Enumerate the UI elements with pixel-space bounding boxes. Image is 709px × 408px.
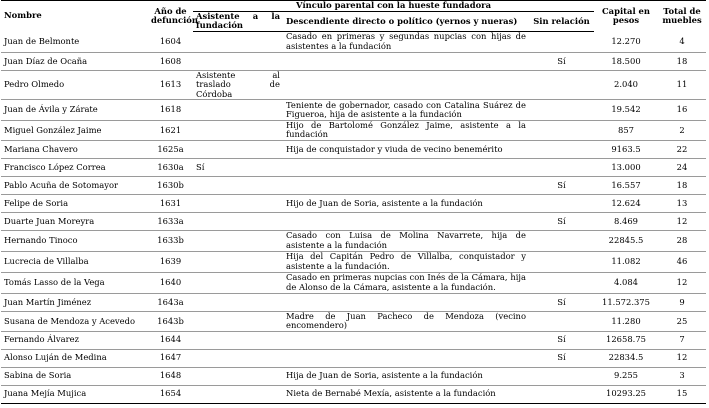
- cell-descendiente: Hija de conquistador y viuda de vecino benemérito: [283, 140, 529, 158]
- cell-year: 1633b: [148, 230, 193, 251]
- cell-muebles: 24: [658, 158, 706, 176]
- cell-year: 1621: [148, 121, 193, 141]
- cell-year: 1640: [148, 272, 193, 293]
- cell-name: Juan de Belmonte: [1, 31, 148, 52]
- cell-asistente: [193, 293, 283, 311]
- cell-muebles: 22: [658, 140, 706, 158]
- cell-capital: 857: [594, 121, 658, 141]
- cell-muebles: 12: [658, 272, 706, 293]
- cell-year: 1654: [148, 385, 193, 403]
- cell-muebles: 15: [658, 385, 706, 403]
- cell-year: 1631: [148, 194, 193, 212]
- cell-capital: 11.280: [594, 311, 658, 331]
- cell-year: 1633a: [148, 212, 193, 230]
- cell-descendiente: [283, 176, 529, 194]
- cell-asistente: [193, 52, 283, 70]
- cell-muebles: 18: [658, 52, 706, 70]
- cell-name: Juan Díaz de Ocaña: [1, 52, 148, 70]
- cell-muebles: 2: [658, 121, 706, 141]
- cell-year: 1625a: [148, 140, 193, 158]
- cell-sin-relacion: [529, 70, 594, 99]
- cell-year: 1613: [148, 70, 193, 99]
- table-row: [1, 293, 706, 311]
- cell-name: Pablo Acuña de Sotomayor: [1, 176, 148, 194]
- cell-sin-relacion: [529, 251, 594, 272]
- cell-sin-relacion: [529, 140, 594, 158]
- cell-muebles: 25: [658, 311, 706, 331]
- header-asistente: Asistente a la fundación: [193, 12, 283, 32]
- cell-sin-relacion: [529, 367, 594, 385]
- cell-capital: 13.000: [594, 158, 658, 176]
- cell-sin-relacion: [529, 31, 594, 52]
- cell-sin-relacion: [529, 158, 594, 176]
- table-row: [1, 52, 706, 70]
- cell-sin-relacion: [529, 272, 594, 293]
- cell-name: Juan Martín Jiménez: [1, 293, 148, 311]
- cell-capital: 16.557: [594, 176, 658, 194]
- cell-asistente: Asistente al traslado de Córdoba: [193, 70, 283, 99]
- cell-descendiente: [283, 70, 529, 99]
- cell-sin-relacion: Sí: [529, 212, 594, 230]
- cell-descendiente: Casado con Luisa de Molina Navarrete, hija de asistente a la fundación: [283, 230, 529, 251]
- table-row: [1, 385, 706, 403]
- cell-sin-relacion: Sí: [529, 349, 594, 367]
- cell-descendiente: Hijo de Bartolomé González Jaime, asistente a la fundación: [283, 121, 529, 141]
- table-row: [1, 230, 706, 251]
- cell-descendiente: [283, 331, 529, 349]
- table-row: [1, 212, 706, 230]
- table-header: [1, 1, 706, 32]
- header-vinculo: Vínculo parental con la hueste fundadora: [193, 1, 594, 12]
- cell-sin-relacion: Sí: [529, 52, 594, 70]
- cell-capital: 9163.5: [594, 140, 658, 158]
- cell-sin-relacion: Sí: [529, 331, 594, 349]
- cell-name: Lucrecia de Villalba: [1, 251, 148, 272]
- cell-year: 1647: [148, 349, 193, 367]
- cell-capital: 8.469: [594, 212, 658, 230]
- cell-name: Mariana Chavero: [1, 140, 148, 158]
- cell-muebles: 11: [658, 70, 706, 99]
- cell-capital: 11.572.375: [594, 293, 658, 311]
- cell-year: 1630a: [148, 158, 193, 176]
- cell-name: Pedro Olmedo: [1, 70, 148, 99]
- cell-year: 1630b: [148, 176, 193, 194]
- cell-name: Juan de Ávila y Zárate: [1, 100, 148, 121]
- cell-asistente: [193, 31, 283, 52]
- cell-descendiente: Casado en primeras y segundas nupcias con hijas de asistentes a la fundación: [283, 31, 529, 52]
- cell-name: Miguel González Jaime: [1, 121, 148, 141]
- cell-descendiente: [283, 52, 529, 70]
- cell-sin-relacion: [529, 121, 594, 141]
- cell-muebles: 12: [658, 212, 706, 230]
- cell-descendiente: Teniente de gobernador, casado con Catalina Suárez de Figueroa, hija de asistente a la fundación: [283, 100, 529, 121]
- cell-asistente: [193, 176, 283, 194]
- cell-asistente: [193, 121, 283, 141]
- cell-asistente: [193, 230, 283, 251]
- table-row: [1, 272, 706, 293]
- cell-name: Hernando Tinoco: [1, 230, 148, 251]
- cell-year: 1643b: [148, 311, 193, 331]
- table-row: [1, 121, 706, 141]
- cell-muebles: 4: [658, 31, 706, 52]
- cell-capital: 9.255: [594, 367, 658, 385]
- cell-muebles: 18: [658, 176, 706, 194]
- table-row: [1, 367, 706, 385]
- cell-asistente: [193, 311, 283, 331]
- cell-capital: 2.040: [594, 70, 658, 99]
- table-row: [1, 311, 706, 331]
- cell-muebles: 28: [658, 230, 706, 251]
- cell-name: Tomás Lasso de la Vega: [1, 272, 148, 293]
- cell-descendiente: Nieta de Bernabé Mexía, asistente a la fundación: [283, 385, 529, 403]
- table-row: [1, 31, 706, 52]
- cell-descendiente: [283, 349, 529, 367]
- cell-muebles: 3: [658, 367, 706, 385]
- cell-asistente: Sí: [193, 158, 283, 176]
- cell-year: 1639: [148, 251, 193, 272]
- cell-capital: 22845.5: [594, 230, 658, 251]
- cell-asistente: [193, 100, 283, 121]
- table-row: [1, 70, 706, 99]
- cell-muebles: 12: [658, 349, 706, 367]
- cell-capital: 12.624: [594, 194, 658, 212]
- cell-asistente: [193, 272, 283, 293]
- cell-name: Fernando Álvarez: [1, 331, 148, 349]
- cell-capital: 4.084: [594, 272, 658, 293]
- header-sin-relacion: Sin relación: [529, 12, 594, 32]
- cell-capital: 22834.5: [594, 349, 658, 367]
- header-descendiente: Descendiente directo o político (yernos y nueras): [283, 12, 529, 32]
- cell-sin-relacion: [529, 230, 594, 251]
- table-row: [1, 158, 706, 176]
- cell-sin-relacion: Sí: [529, 293, 594, 311]
- table-row: [1, 251, 706, 272]
- cell-asistente: [193, 140, 283, 158]
- cell-name: Felipe de Soria: [1, 194, 148, 212]
- cell-year: 1604: [148, 31, 193, 52]
- table-row: [1, 140, 706, 158]
- cell-name: Duarte Juan Moreyra: [1, 212, 148, 230]
- header-capital: Capital en pesos: [594, 1, 658, 32]
- cell-year: 1648: [148, 367, 193, 385]
- cell-asistente: [193, 385, 283, 403]
- cell-sin-relacion: [529, 194, 594, 212]
- cell-capital: 12658.75: [594, 331, 658, 349]
- cell-name: Francisco López Correa: [1, 158, 148, 176]
- cell-asistente: [193, 251, 283, 272]
- cell-asistente: [193, 367, 283, 385]
- header-year: Año de defunción: [148, 1, 193, 32]
- cell-capital: 10293.25: [594, 385, 658, 403]
- cell-year: 1644: [148, 331, 193, 349]
- cell-descendiente: Hija del Capitán Pedro de Villalba, conquistador y asistente a la fundación.: [283, 251, 529, 272]
- table-row: [1, 176, 706, 194]
- cell-name: Sabina de Soria: [1, 367, 148, 385]
- cell-name: Susana de Mendoza y Acevedo: [1, 311, 148, 331]
- cell-sin-relacion: Sí: [529, 176, 594, 194]
- header-muebles: Total de muebles: [658, 1, 706, 32]
- cell-descendiente: Hija de Juan de Soria, asistente a la fundación: [283, 367, 529, 385]
- cell-year: 1643a: [148, 293, 193, 311]
- cell-capital: 11.082: [594, 251, 658, 272]
- cell-name: Alonso Luján de Medina: [1, 349, 148, 367]
- cell-descendiente: [283, 212, 529, 230]
- table-row: [1, 349, 706, 367]
- cell-descendiente: [283, 293, 529, 311]
- table-row: [1, 100, 706, 121]
- cell-descendiente: Hijo de Juan de Soria, asistente a la fundación: [283, 194, 529, 212]
- cell-name: Juana Mejía Mujica: [1, 385, 148, 403]
- cell-descendiente: Madre de Juan Pacheco de Mendoza (vecino encomendero): [283, 311, 529, 331]
- cell-asistente: [193, 212, 283, 230]
- cell-muebles: 16: [658, 100, 706, 121]
- header-name: Nombre: [1, 1, 148, 32]
- cell-sin-relacion: [529, 100, 594, 121]
- cell-descendiente: [283, 158, 529, 176]
- cell-capital: 12.270: [594, 31, 658, 52]
- table-body: [1, 31, 706, 403]
- cell-muebles: 7: [658, 331, 706, 349]
- cell-asistente: [193, 349, 283, 367]
- cell-muebles: 46: [658, 251, 706, 272]
- table-row: [1, 194, 706, 212]
- cell-capital: 19.542: [594, 100, 658, 121]
- cell-muebles: 13: [658, 194, 706, 212]
- cell-descendiente: Casado en primeras nupcias con Inés de la Cámara, hija de Alonso de la Cámara, asistente a la fundación.: [283, 272, 529, 293]
- cell-asistente: [193, 331, 283, 349]
- cell-capital: 18.500: [594, 52, 658, 70]
- table-row: [1, 331, 706, 349]
- cell-asistente: [193, 194, 283, 212]
- cell-sin-relacion: [529, 311, 594, 331]
- cell-sin-relacion: [529, 385, 594, 403]
- cell-year: 1608: [148, 52, 193, 70]
- cell-muebles: 9: [658, 293, 706, 311]
- cell-year: 1618: [148, 100, 193, 121]
- inventory-table: [1, 0, 706, 404]
